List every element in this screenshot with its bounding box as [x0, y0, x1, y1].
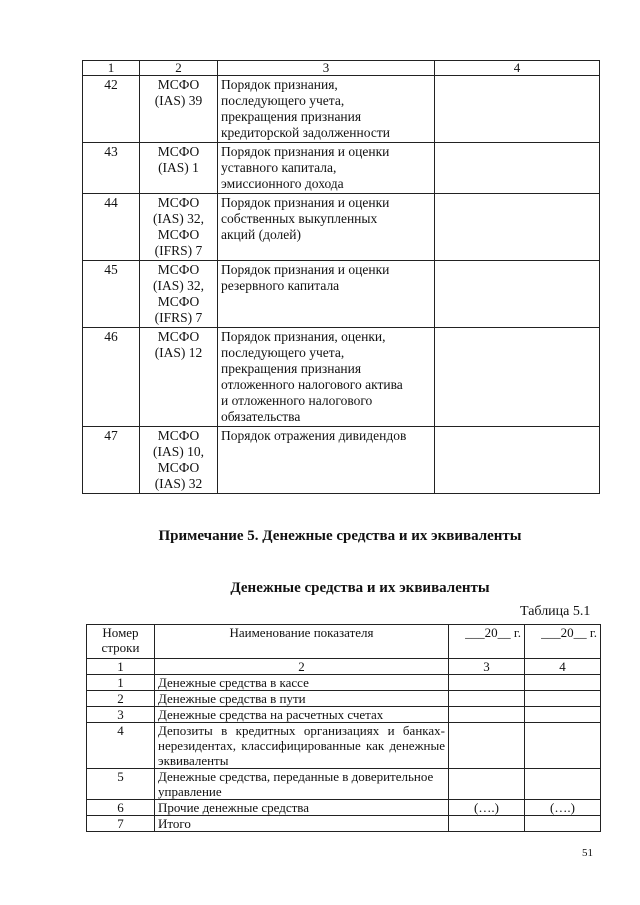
description-line: прекращения признания — [221, 361, 362, 376]
row-number: 4 — [87, 723, 155, 769]
row-number: 47 — [83, 427, 140, 494]
description-line: прекращения признания — [221, 109, 362, 124]
row-number: 44 — [83, 194, 140, 261]
table-row — [87, 707, 601, 723]
description-line: последующего учета, — [221, 345, 345, 360]
description-line: собственных выкупленных — [221, 211, 378, 226]
row-number: 43 — [83, 143, 140, 194]
policy-description — [218, 427, 435, 494]
note-title: Примечание 5. Денежные средства и их эквиваленты — [158, 528, 522, 544]
value-cell — [449, 707, 525, 723]
standard-line: МСФО — [157, 460, 200, 475]
standard-line: (IAS) 10, — [153, 444, 204, 459]
table-row — [83, 76, 600, 143]
header-cell: 1 — [83, 61, 140, 76]
row-number-header: Номер строки — [87, 625, 155, 659]
indicator-name: Итого — [155, 816, 449, 832]
description-line: Порядок отражения дивидендов — [221, 428, 407, 443]
value-cell — [435, 261, 600, 328]
description-line: отложенного налогового актива — [221, 377, 403, 392]
row-number: 3 — [87, 707, 155, 723]
policy-description — [218, 76, 435, 143]
value-cell — [435, 427, 600, 494]
standard-line: МСФО — [157, 195, 200, 210]
row-number: 5 — [87, 769, 155, 800]
row-number: 6 — [87, 800, 155, 816]
standard-line: (IAS) 32, — [153, 211, 204, 226]
row-number: 46 — [83, 328, 140, 427]
description-line: эмиссионного дохода — [221, 176, 344, 191]
column-number: 3 — [449, 659, 525, 675]
standard-line: МСФО — [157, 262, 200, 277]
table-row — [87, 800, 601, 816]
table-row — [83, 143, 600, 194]
value-cell — [449, 769, 525, 800]
row-number: 42 — [83, 76, 140, 143]
value-cell — [525, 675, 601, 691]
value-cell — [449, 723, 525, 769]
value-cell — [449, 816, 525, 832]
description-line: и отложенного налогового — [221, 393, 373, 408]
column-number: 2 — [155, 659, 449, 675]
standard-line: МСФО — [157, 144, 200, 159]
table-label: Таблица 5.1 — [520, 604, 591, 619]
value-cell — [435, 143, 600, 194]
table-row — [83, 328, 600, 427]
policy-description — [218, 261, 435, 328]
accounting-policy-table — [82, 60, 600, 494]
standard-reference — [140, 261, 218, 328]
table-row — [83, 261, 600, 328]
row-number: 2 — [87, 691, 155, 707]
description-line: Порядок признания, — [221, 77, 338, 92]
description-line: акций (долей) — [221, 227, 301, 242]
description-line: кредиторской задолженности — [221, 125, 390, 140]
policy-description — [218, 143, 435, 194]
table-header-row — [87, 625, 601, 659]
standard-line: МСФО — [157, 77, 200, 92]
value-cell — [449, 691, 525, 707]
column-number: 1 — [87, 659, 155, 675]
header-cell: 2 — [140, 61, 218, 76]
year-header: ___20__ г. — [525, 625, 601, 659]
table-header-row — [83, 61, 600, 76]
standard-line: МСФО — [157, 227, 200, 242]
row-number: 1 — [87, 675, 155, 691]
indicator-name: Денежные средства в пути — [155, 691, 449, 707]
row-number: 45 — [83, 261, 140, 328]
indicator-name: Денежные средства в кассе — [155, 675, 449, 691]
table-row — [87, 723, 601, 769]
table-row — [87, 769, 601, 800]
value-cell — [435, 76, 600, 143]
standard-line: (IAS) 39 — [154, 93, 203, 108]
standard-line: (IAS) 32 — [154, 476, 203, 491]
standard-reference — [140, 427, 218, 494]
column-number: 4 — [525, 659, 601, 675]
table-title: Денежные средства и их эквиваленты — [230, 580, 490, 596]
value-cell — [525, 723, 601, 769]
table-row — [83, 427, 600, 494]
value-cell — [525, 707, 601, 723]
description-line: Порядок признания и оценки — [221, 144, 390, 159]
indicator-name: Денежные средства, переданные в доверительное управление — [155, 769, 449, 800]
value-cell — [435, 194, 600, 261]
indicator-name: Депозиты в кредитных организациях и банках-нерезидентах, классифицированные как денежные эквиваленты — [155, 723, 449, 769]
value-cell: (….) — [449, 800, 525, 816]
standard-line: (IAS) 32, — [153, 278, 204, 293]
description-line: Порядок признания и оценки — [221, 195, 390, 210]
cash-equivalents-table — [86, 624, 601, 832]
policy-description — [218, 328, 435, 427]
value-cell — [525, 691, 601, 707]
indicator-name-header: Наименование показателя — [155, 625, 449, 659]
value-cell — [449, 675, 525, 691]
standard-line: МСФО — [157, 428, 200, 443]
standard-reference — [140, 328, 218, 427]
value-cell — [525, 816, 601, 832]
standard-line: (IFRS) 7 — [154, 310, 203, 325]
table-row — [87, 675, 601, 691]
row-number: 7 — [87, 816, 155, 832]
header-cell: 4 — [435, 61, 600, 76]
value-cell — [525, 769, 601, 800]
column-numbering-row — [87, 659, 601, 675]
standard-line: (IFRS) 7 — [154, 243, 203, 258]
table-row — [87, 816, 601, 832]
description-line: Порядок признания, оценки, — [221, 329, 386, 344]
standard-line: МСФО — [157, 329, 200, 344]
value-cell: (….) — [525, 800, 601, 816]
description-line: резервного капитала — [221, 278, 340, 293]
indicator-name: Прочие денежные средства — [155, 800, 449, 816]
description-line: Порядок признания и оценки — [221, 262, 390, 277]
standard-reference — [140, 76, 218, 143]
description-line: обязательства — [221, 409, 301, 424]
policy-description — [218, 194, 435, 261]
table-row — [87, 691, 601, 707]
standard-reference — [140, 194, 218, 261]
description-line: последующего учета, — [221, 93, 345, 108]
page-number: 51 — [582, 847, 593, 859]
standard-line: (IAS) 12 — [154, 345, 203, 360]
standard-reference — [140, 143, 218, 194]
header-cell: 3 — [218, 61, 435, 76]
value-cell — [435, 328, 600, 427]
description-line: уставного капитала, — [221, 160, 337, 175]
standard-line: МСФО — [157, 294, 200, 309]
standard-line: (IAS) 1 — [158, 160, 199, 175]
indicator-name: Денежные средства на расчетных счетах — [155, 707, 449, 723]
table-row — [83, 194, 600, 261]
year-header: ___20__ г. — [449, 625, 525, 659]
